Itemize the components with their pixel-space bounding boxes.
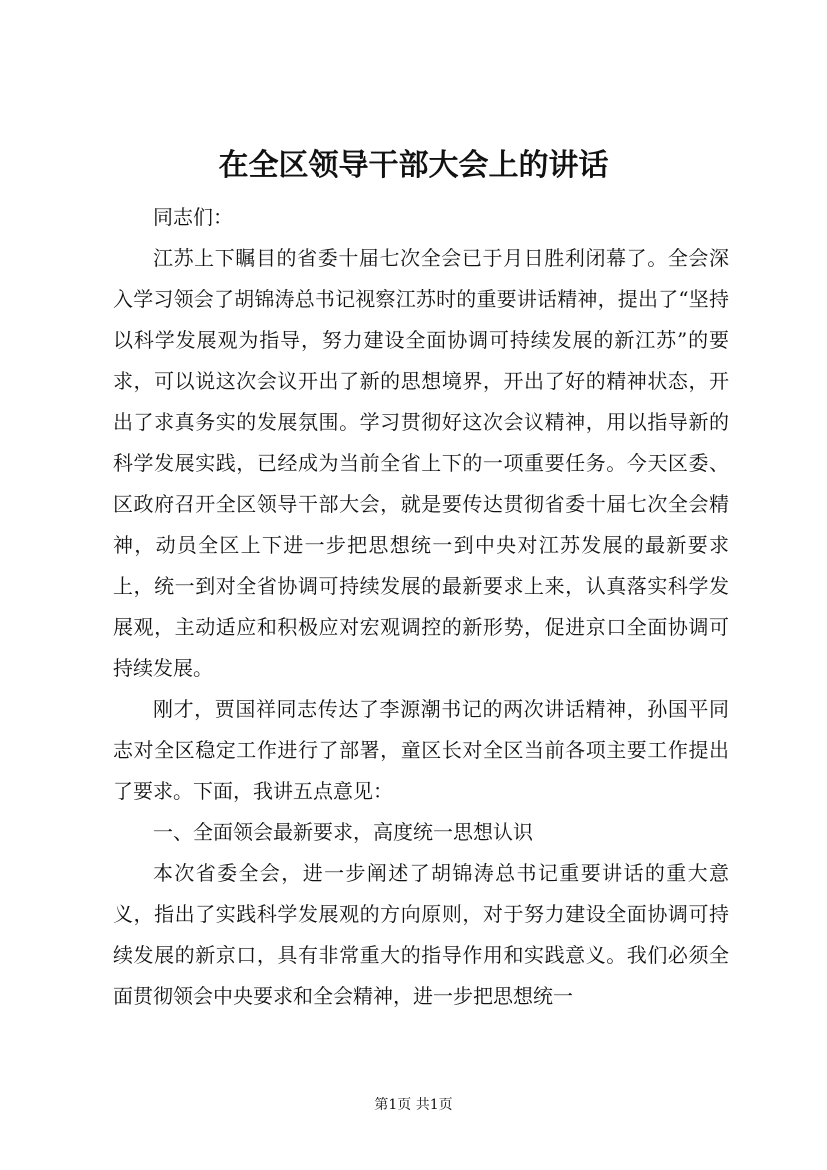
document-title: 在全区领导干部大会上的讲话 bbox=[218, 148, 609, 183]
document-body bbox=[113, 197, 729, 1017]
body-paragraph: 江苏上下瞩目的省委十届七次全会已于月日胜利闭幕了。全会深入学习领会了胡锦涛总书记视察江苏时的重要讲话精神，提出了“坚持以科学发展观为指导，努力建设全面协调可持续发展的新江苏”的要求，可以说这次会议开出了新的思想境界，开出了好的精神状态，开出了求真务实的发展氛围。学习贯彻好这次会议精神，用以指导新的科学发展实践，已经成为当前全省上下的一项重要任务。今天区委、区政府召开全区领导干部大会，就是要传达贯彻省委十届七次全会精神，动员全区上下进一步把思想统一到中央对江苏发展的最新要求上，统一到对全省协调可持续发展的最新要求上来，认真落实科学发展观，主动适应和积极应对宏观调控的新形势，促进京口全面协调可持续发展。 bbox=[113, 246, 729, 680]
page-footer: 第1页 共1页 bbox=[374, 1097, 453, 1113]
salutation-paragraph: 同志们： bbox=[153, 205, 233, 229]
body-paragraph: 刚才，贾国祥同志传达了李源潮书记的两次讲话精神，孙国平同志对全区稳定工作进行了部署，童区长对全区当前各项主要工作提出了要求。下面，我讲五点意见： bbox=[113, 697, 729, 803]
body-paragraph: 本次省委全会，进一步阐述了胡锦涛总书记重要讲话的重大意义，指出了实践科学发展观的方向原则，对于努力建设全面协调可持续发展的新京口，具有非常重大的指导作用和实践意义。我们必须全面贯彻领会中央要求和全会精神，进一步把思想统一 bbox=[113, 861, 729, 1008]
section-heading: 一、全面领会最新要求，高度统一思想认识 bbox=[153, 820, 533, 844]
